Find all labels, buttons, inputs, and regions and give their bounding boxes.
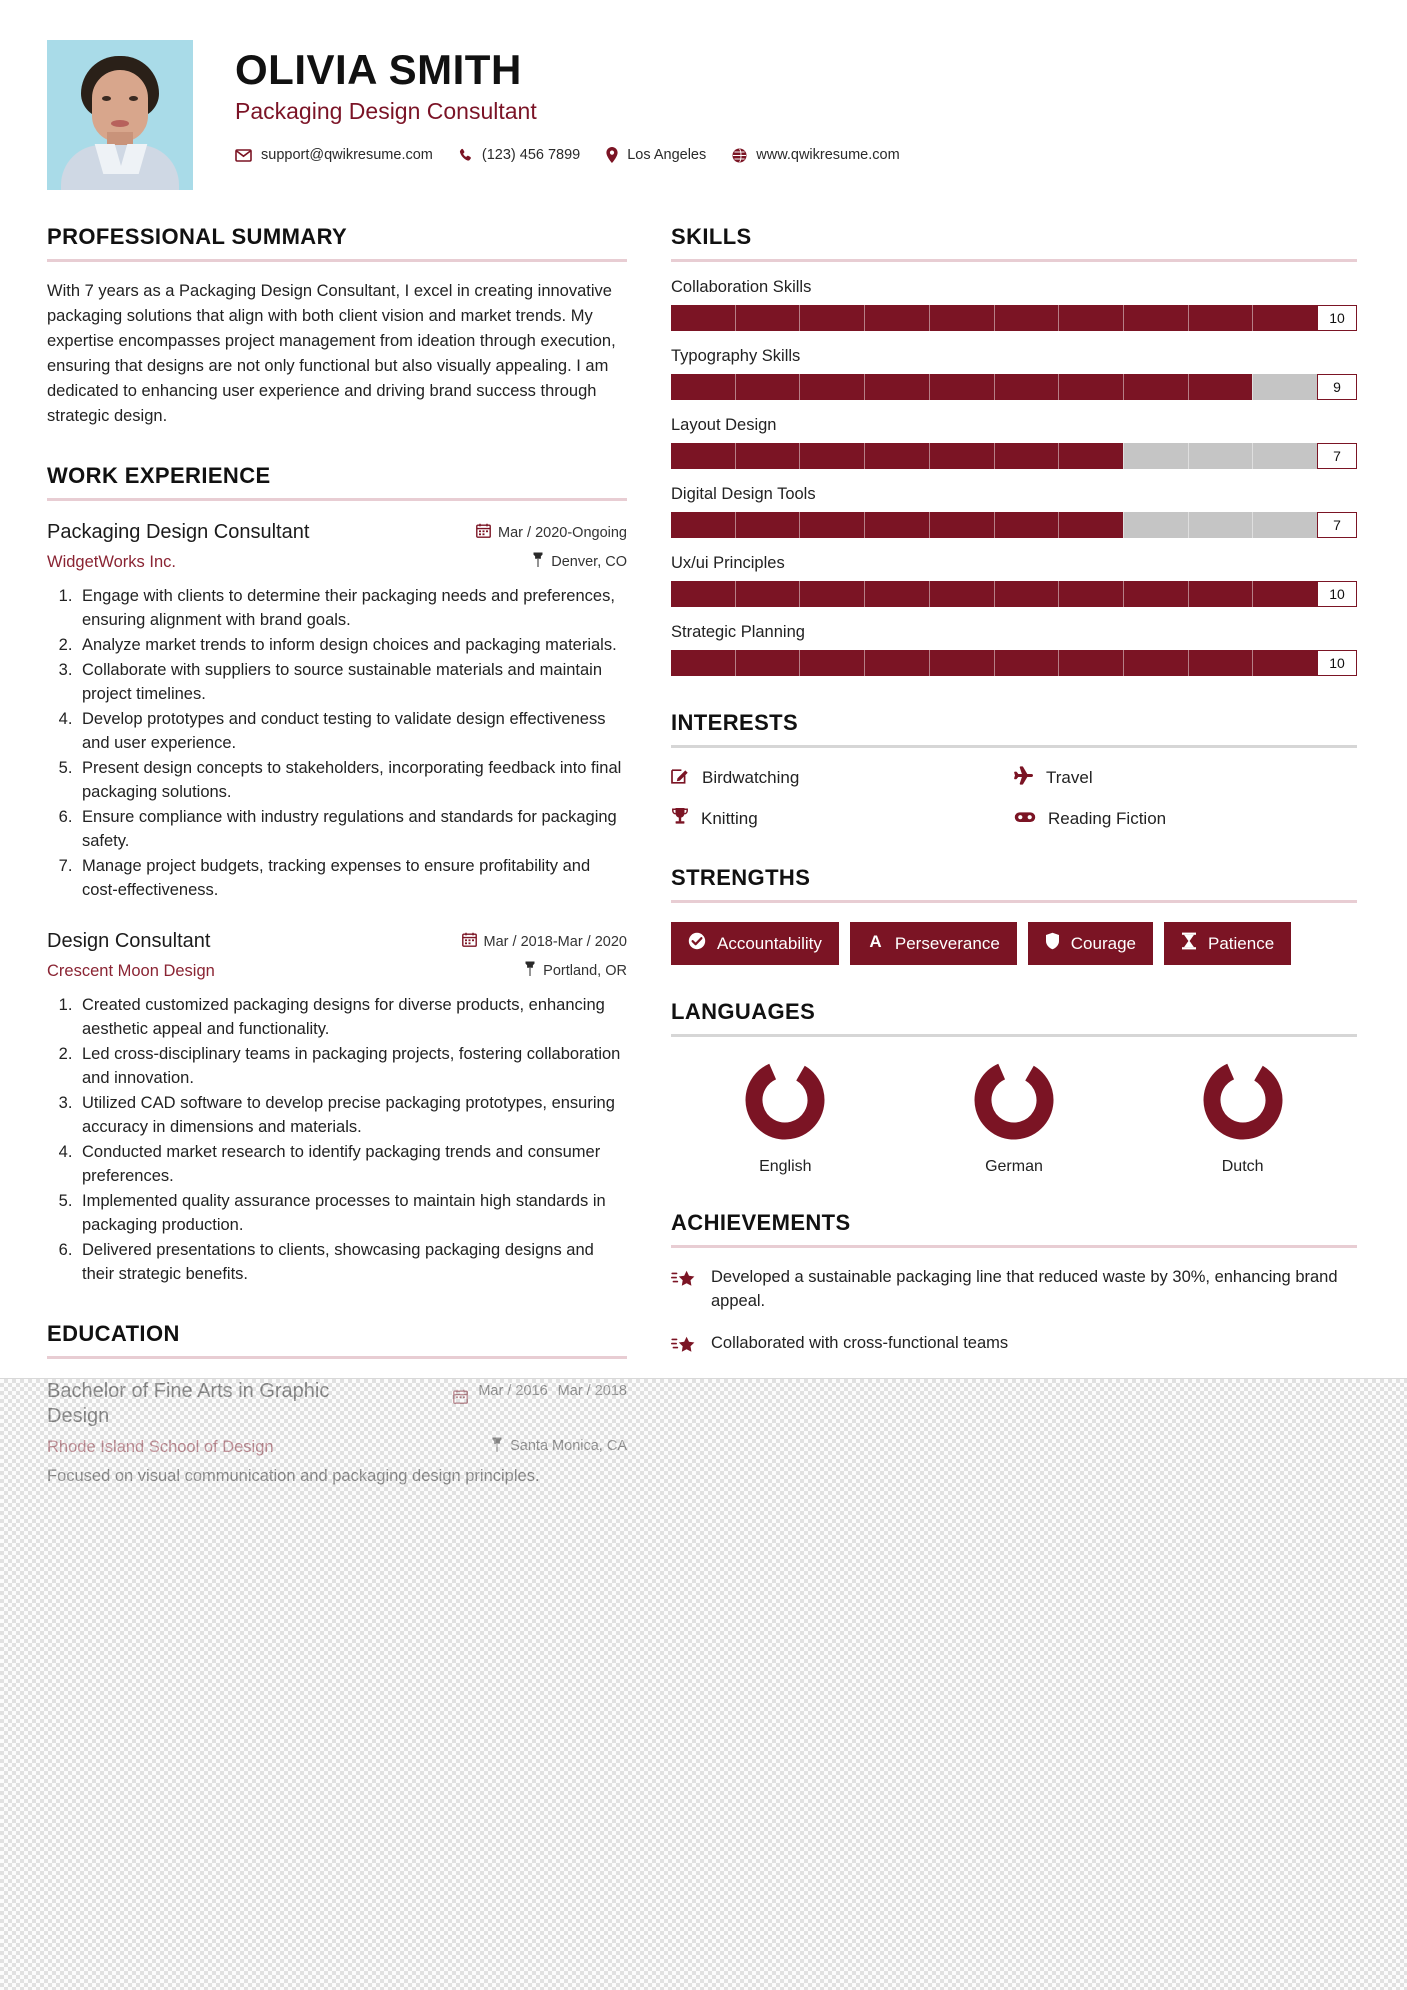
job-duty: 5. Implemented quality assurance processes to maintain high standards in packaging production. xyxy=(77,1190,627,1238)
contact-phone[interactable] xyxy=(459,147,580,163)
language-item xyxy=(1202,1059,1284,1176)
job-role: Design Consultant xyxy=(47,930,211,953)
job-date xyxy=(476,523,627,542)
skill-bar xyxy=(671,443,1317,469)
contact-location-text: Los Angeles xyxy=(627,147,707,164)
skill-bar xyxy=(671,512,1317,538)
job-duty: 1. Engage with clients to determine their packaging needs and preferences, ensuring alignment with brand goals. xyxy=(77,585,627,633)
candidate-name: OLIVIA SMITH xyxy=(235,46,522,93)
job-duty: 3. Utilized CAD software to develop precise packaging prototypes, ensuring accuracy in dimensions and materials. xyxy=(77,1092,627,1140)
job-duties-list xyxy=(77,585,627,902)
gamepad-icon xyxy=(1014,809,1036,829)
interest-label: Birdwatching xyxy=(702,768,800,787)
skill-name: Typography Skills xyxy=(671,347,801,365)
section-title-interests: INTERESTS xyxy=(671,710,799,735)
strength-item xyxy=(850,922,1017,965)
contact-phone-text: (123) 456 7899 xyxy=(481,147,581,164)
section-professional-summary xyxy=(47,224,627,429)
page-cutoff-overlay xyxy=(0,1378,1407,1990)
trophy-icon xyxy=(671,807,689,831)
strength-label: Accountability xyxy=(717,933,822,953)
section-divider xyxy=(671,1034,1357,1037)
section-work-experience xyxy=(47,463,627,1286)
skill-name: Collaboration Skills xyxy=(671,278,812,296)
skill-value-badge: 7 xyxy=(1317,512,1357,538)
calendar-icon xyxy=(462,932,477,951)
interest-item xyxy=(671,807,1014,831)
section-interests xyxy=(671,710,1357,831)
map-pin-icon xyxy=(532,552,544,571)
section-title-work-experience: WORK EXPERIENCE xyxy=(47,463,271,489)
job-location xyxy=(524,961,627,980)
language-item xyxy=(744,1059,826,1176)
work-experience-item xyxy=(47,930,627,1286)
contact-email-text: support@qwikresume.com xyxy=(261,147,433,164)
contact-website[interactable] xyxy=(732,147,899,163)
job-duty: 5. Present design concepts to stakeholders, incorporating feedback into final packaging solutions. xyxy=(77,757,627,805)
strength-label: Courage xyxy=(1070,933,1136,953)
section-languages xyxy=(671,999,1357,1176)
section-title-achievements: ACHIEVEMENTS xyxy=(671,1210,851,1235)
job-company: Crescent Moon Design xyxy=(47,962,215,981)
job-duty: 3. Collaborate with suppliers to source sustainable materials and maintain project timelines. xyxy=(77,659,627,707)
job-company: WidgetWorks Inc. xyxy=(47,553,176,572)
section-divider xyxy=(47,259,627,262)
interest-item xyxy=(1014,807,1357,831)
section-strengths xyxy=(671,865,1357,965)
job-date xyxy=(462,932,627,951)
shield-icon xyxy=(1045,932,1060,955)
language-label: English xyxy=(759,1158,812,1175)
achievement-item xyxy=(671,1266,1357,1314)
section-divider xyxy=(671,259,1357,262)
skill-item xyxy=(671,623,1357,676)
skill-item xyxy=(671,485,1357,538)
job-duty: 1. Created customized packaging designs for diverse products, enhancing aesthetic appeal and functionality. xyxy=(77,994,627,1042)
skill-name: Strategic Planning xyxy=(671,623,805,641)
calendar-icon xyxy=(476,523,491,542)
envelope-icon xyxy=(235,149,252,162)
job-duty: 4. Conducted market research to identify packaging trends and consumer preferences. xyxy=(77,1141,627,1189)
interest-item xyxy=(1014,766,1357,790)
star-icon xyxy=(671,1266,697,1296)
section-title-skills: SKILLS xyxy=(671,224,752,249)
contact-location xyxy=(606,147,706,163)
candidate-job-title: Packaging Design Consultant xyxy=(235,98,537,125)
phone-icon xyxy=(459,148,473,163)
svg-text:A: A xyxy=(869,932,882,950)
interest-label: Reading Fiction xyxy=(1048,809,1167,828)
language-progress-ring xyxy=(1202,1059,1284,1141)
resume-header xyxy=(0,0,1407,190)
language-label: Dutch xyxy=(1221,1158,1264,1175)
job-duty: 6. Delivered presentations to clients, showcasing packaging designs and their strategic benefits. xyxy=(77,1239,627,1287)
skill-value-badge: 10 xyxy=(1317,581,1357,607)
skill-item xyxy=(671,278,1357,331)
skill-item xyxy=(671,347,1357,400)
job-duty: 4. Develop prototypes and conduct testing to validate design effectiveness and user experience. xyxy=(77,708,627,756)
job-date-text: Mar / 2020-Ongoing xyxy=(498,524,627,541)
job-date-text: Mar / 2018-Mar / 2020 xyxy=(483,933,627,950)
section-divider xyxy=(671,1245,1357,1248)
achievement-item xyxy=(671,1332,1357,1362)
skill-item xyxy=(671,554,1357,607)
language-progress-ring xyxy=(744,1059,826,1141)
skill-bar xyxy=(671,305,1317,331)
job-location-text: Denver, CO xyxy=(551,553,627,570)
strength-label: Perseverance xyxy=(894,933,1000,953)
contact-row xyxy=(235,147,1357,163)
professional-summary-text: With 7 years as a Packaging Design Consultant, I excel in creating innovative packaging solutions that align with both client vision and market trends. My expertise encompasses project management from ideation through execution, ensuring that designs are not only functional but also visually appealing. I am dedicated to enhancing user experience and driving brand success through strategic design. xyxy=(47,282,616,426)
section-divider xyxy=(671,745,1357,748)
contact-website-text: www.qwikresume.com xyxy=(756,147,900,164)
check-circle-icon xyxy=(688,932,706,955)
job-duties-list xyxy=(77,994,627,1286)
skill-value-badge: 10 xyxy=(1317,650,1357,676)
language-progress-ring xyxy=(973,1059,1055,1141)
section-skills xyxy=(671,224,1357,676)
section-achievements xyxy=(671,1210,1357,1362)
interest-item xyxy=(671,766,1014,790)
section-divider xyxy=(47,498,627,501)
achievement-text: Developed a sustainable packaging line that reduced waste by 30%, enhancing brand appeal. xyxy=(711,1268,1338,1310)
section-title-education: EDUCATION xyxy=(47,1320,180,1346)
star-icon xyxy=(671,1332,697,1362)
bold-a-icon xyxy=(867,932,884,955)
job-duty: 7. Manage project budgets, tracking expenses to ensure profitability and cost-effectiveness. xyxy=(77,855,627,903)
globe-icon xyxy=(732,148,747,163)
map-pin-icon xyxy=(524,961,536,980)
job-location-text: Portland, OR xyxy=(543,962,627,979)
job-duty: 6. Ensure compliance with industry regulations and standards for packaging safety. xyxy=(77,806,627,854)
language-item xyxy=(973,1059,1055,1176)
section-divider xyxy=(671,900,1357,903)
right-column xyxy=(671,216,1357,1486)
skill-value-badge: 7 xyxy=(1317,443,1357,469)
skill-value-badge: 10 xyxy=(1317,305,1357,331)
left-column xyxy=(47,216,627,1486)
achievement-text: Collaborated with cross-functional teams xyxy=(711,1333,1009,1352)
job-location xyxy=(532,552,627,571)
job-duty: 2. Led cross-disciplinary teams in packaging projects, fostering collaboration and innovation. xyxy=(77,1043,627,1091)
skill-bar xyxy=(671,374,1317,400)
location-pin-icon xyxy=(606,147,618,163)
skill-item xyxy=(671,416,1357,469)
section-title-languages: LANGUAGES xyxy=(671,999,816,1024)
strength-item xyxy=(1164,922,1291,965)
job-duty: 2. Analyze market trends to inform design choices and packaging materials. xyxy=(77,634,627,658)
pencil-square-icon xyxy=(671,766,690,790)
language-label: German xyxy=(985,1158,1043,1175)
contact-email[interactable] xyxy=(235,147,433,163)
skill-value-badge: 9 xyxy=(1317,374,1357,400)
hourglass-icon xyxy=(1181,932,1197,955)
strength-label: Patience xyxy=(1208,933,1275,953)
skill-name: Ux/ui Principles xyxy=(671,554,785,572)
skill-name: Layout Design xyxy=(671,416,777,434)
skill-bar xyxy=(671,650,1317,676)
strength-item xyxy=(1028,922,1153,965)
skill-bar xyxy=(671,581,1317,607)
strength-item xyxy=(671,922,839,965)
job-role: Packaging Design Consultant xyxy=(47,521,310,544)
interest-label: Knitting xyxy=(701,809,758,828)
interest-label: Travel xyxy=(1046,768,1093,787)
section-divider xyxy=(47,1356,627,1359)
plane-icon xyxy=(1014,766,1034,790)
skill-name: Digital Design Tools xyxy=(671,485,816,503)
profile-photo xyxy=(47,40,193,190)
section-title-professional-summary: PROFESSIONAL SUMMARY xyxy=(47,224,348,249)
section-title-strengths: STRENGTHS xyxy=(671,865,811,890)
work-experience-item xyxy=(47,521,627,902)
